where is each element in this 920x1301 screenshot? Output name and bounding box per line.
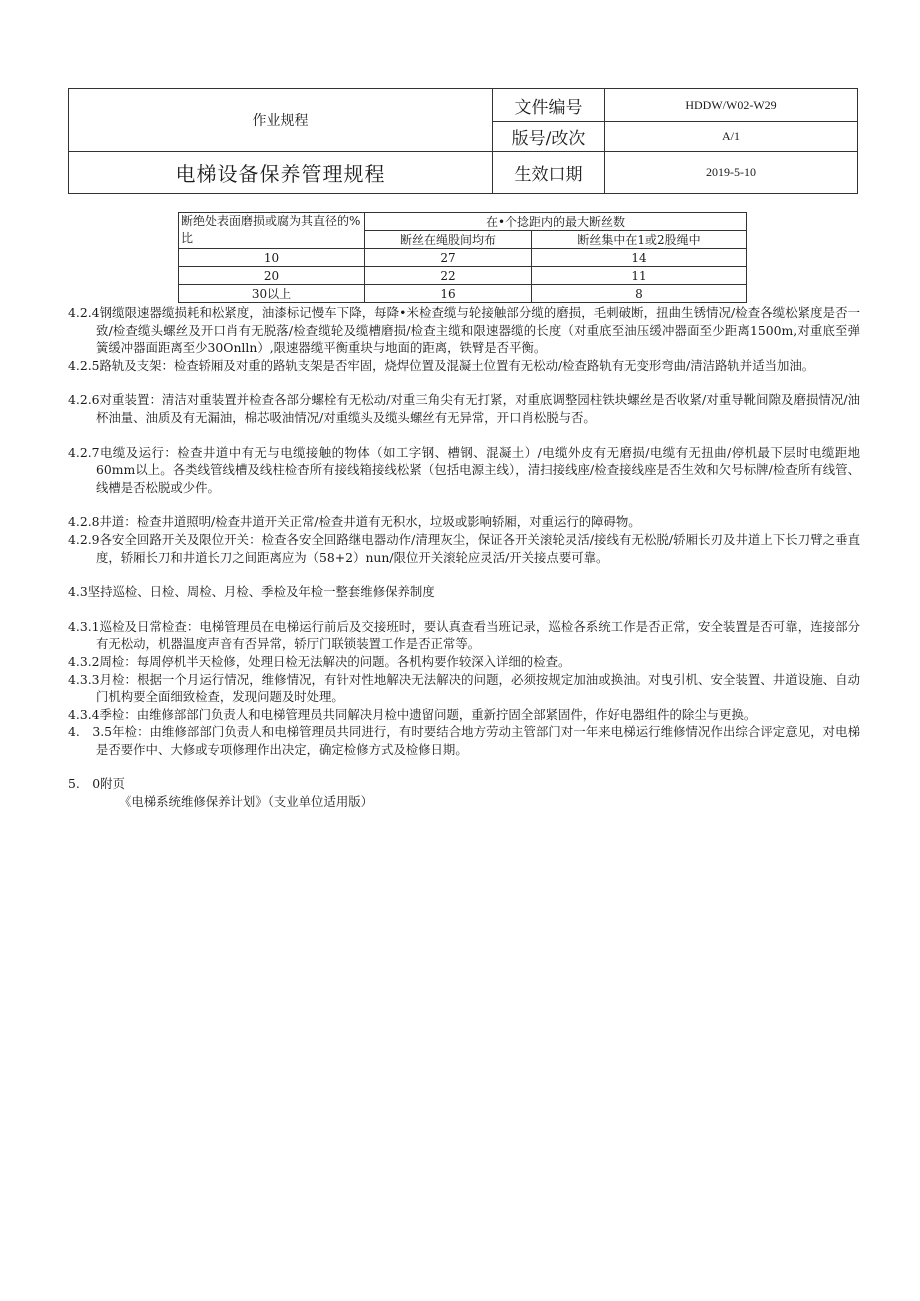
file-number-label: 文件编号 — [493, 89, 605, 122]
table-row — [179, 249, 747, 267]
attachment-title: 《电梯系统维修保养计划》（支业单位适用版） — [119, 794, 374, 810]
document-type: 作业规程 — [69, 89, 493, 152]
table-cell: 27 — [365, 249, 532, 267]
section-5-0: 5. 0附页 — [68, 776, 125, 792]
clause-4-2-9: 4.2.9各安全回路开关及限位开关：检查各安全回路继电器动作/清理灰尘，保证各开关滚轮灵活/接线有无松脱/轿厢长刃及井道上下长刀臂之垂直度，轿厢长刀和井道长刀之间距离应为（58+2）nun/限位开关滚轮应灵活/开关接点要可靠。 — [68, 531, 860, 565]
table-row — [179, 285, 747, 303]
table-cell: 16 — [365, 285, 532, 303]
table-cell: 10 — [179, 249, 365, 267]
clause-4-2-7: 4.2.7电缆及运行：检查井道中有无与电缆接触的物体（如工字钢、槽钢、混凝土）/电缆外皮有无磨损/电缆有无扭曲/停机最下层时电缆距地60mm以上。各类线管线槽及线柱检杳所有接线箱接线松紧（包括电源主线），清扫接线座/检查接线座是否生效和欠号标牌/检查所有线管、线槽是否松脱或少件。 — [68, 444, 860, 495]
document-header-table — [68, 88, 858, 194]
clause-4-3-4: 4.3.4季检：由维修部部门负责人和电梯管理员共同解决月检中遗留问题，重新拧固全部紧固件，作好电器组件的除尘与更换。 — [68, 706, 757, 722]
table-row — [179, 267, 747, 285]
clause-4-3: 4.3坚持巡检、日检、周检、月检、季检及年检一整套维修保养制度 — [68, 584, 435, 600]
table-cell: 20 — [179, 267, 365, 285]
clause-4-2-4: 4.2.4钢缆限速器缆损耗和松紧度，油漆标记慢车下降，每降•米检查缆与轮接触部分缆的磨损，毛刺破断，扭曲生锈情况/检查各缆松紧度是否一致/检查缆头螺丝及开口肖有无脱落/检查缆轮及缆槽磨损/检查主缆和限速器缆的长度（对重底至油压缓冲器面至少距离1500m,对重底至弹簧缓冲器面距离至少30Onlln）,限速器缆平衡重块与地面的距离，铁臂是否平衡。 — [68, 305, 860, 356]
table-cell: 11 — [532, 267, 747, 285]
clause-4-2-6: 4.2.6对重装置：清洁对重装置并检查各部分螺栓有无松动/对重三角尖有无打紧，对重底调整园柱铁块螺丝是否收紧/对重导靴间隙及磨损情况/油杯油量、油质及有无漏油，棉芯吸油情况/对重缆头及缆头螺丝有无异常，开口肖松脱与否。 — [68, 392, 860, 425]
table-cell: 30以上 — [179, 285, 365, 303]
revision-value: A/1 — [605, 122, 858, 152]
wire-sub-header-even: 断丝在绳股间均布 — [365, 231, 532, 249]
wire-sub-header-concentrated: 断丝集中在1或2股绳中 — [532, 231, 747, 249]
table-cell: 8 — [532, 285, 747, 303]
effective-date-value: 2019-5-10 — [605, 152, 858, 194]
clause-4-3-3: 4.3.3月检：根据一个月运行情况，维修情况，有针对性地解决无法解决的问题，必须按规定加油或换油。对曳引机、安全装置、井道设施、自动门机构要全面细致检查，发现问题及时处理。 — [68, 671, 860, 705]
wire-breakage-table — [178, 212, 747, 303]
revision-label: 版号/改次 — [493, 122, 605, 152]
clause-4-3-1: 4.3.1巡检及日常检查：电梯管理员在电梯运行前后及交接班时，要认真查看当班记录，巡检各系统工作是否正常，安全装置是否可靠，连接部分有无松动，机器温度声音有否异常，轿厅门联锁装置工作是否正常等。 — [68, 618, 860, 652]
document-body — [68, 304, 860, 811]
document-title: 电梯设备保养管理规程 — [69, 152, 493, 194]
effective-date-label: 生效口期 — [493, 152, 605, 194]
file-number-value: HDDW/W02-W29 — [605, 89, 858, 122]
table-cell: 22 — [365, 267, 532, 285]
clause-4-2-8: 4.2.8井道：检查井道照明/检查井道开关正常/检查井道有无积水，垃圾或影响轿厢，对重运行的障碍物。 — [68, 514, 641, 530]
table-cell: 14 — [532, 249, 747, 267]
clause-4-3-5: 4. 3.5年检：由维修部部门负责人和电梯管理员共同进行，有时要结合地方劳动主管部门对一年来电梯运行维修情况作出综合评定意见，对电梯是否要作中、大修或专项修理作出决定，确定检修方式及检修日期。 — [68, 724, 860, 757]
wire-col-header-wear: 断绝处表面磨损或腐为其直径的%比 — [179, 213, 365, 249]
wire-group-header: 在•个捻距内的最大断丝数 — [365, 213, 747, 231]
clause-4-2-5: 4.2.5路轨及支架：检查轿厢及对重的路轨支架是否牢固，烧焊位置及混凝土位置有无松动/检查路轨有无变形弯曲/清洁路轨并适当加油。 — [68, 357, 815, 373]
clause-4-3-2: 4.3.2周检：每周停机半天检修，处理日检无法解决的问题。各机构要作较深入详细的检查。 — [68, 653, 571, 669]
